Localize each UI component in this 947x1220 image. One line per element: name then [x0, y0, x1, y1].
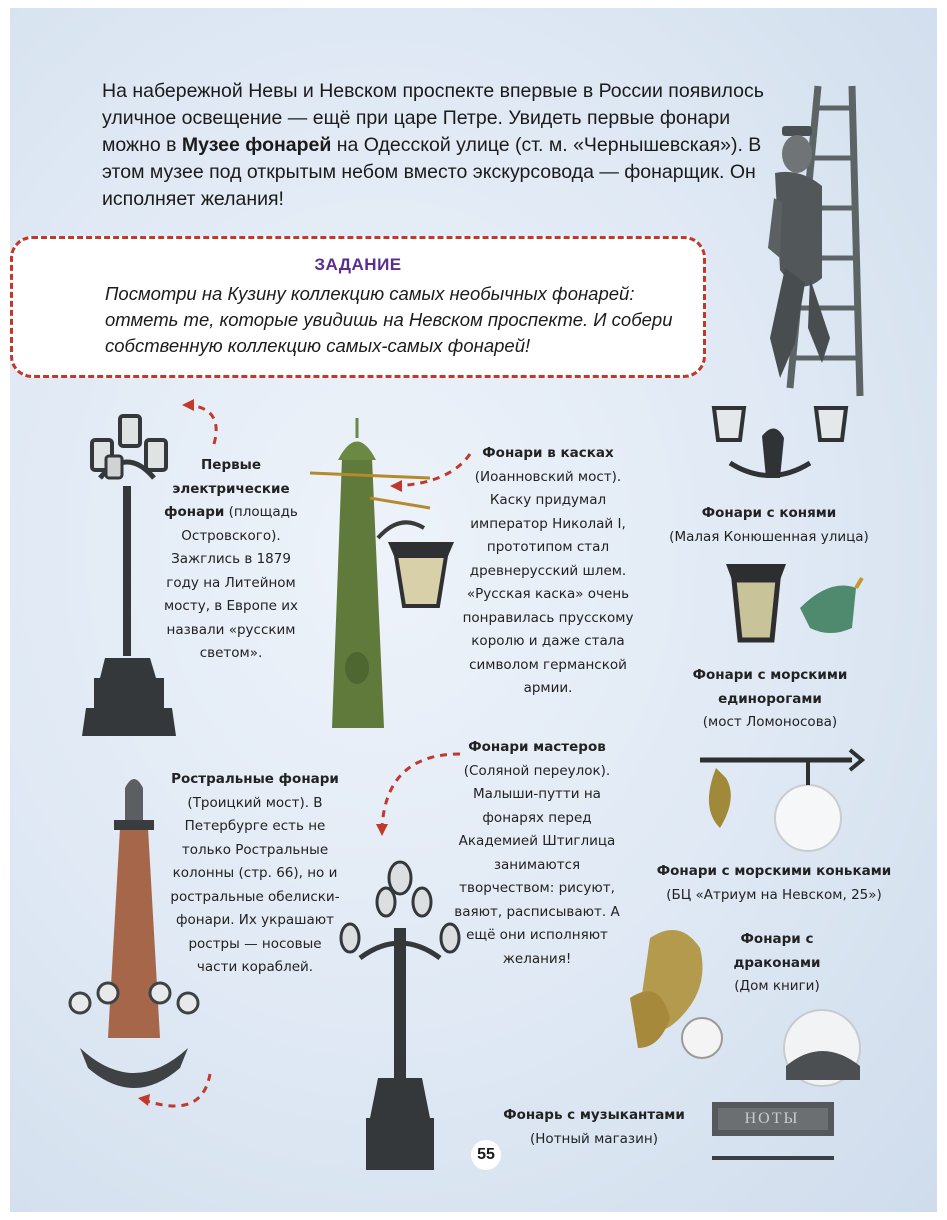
- caption-seahorses-text: (БЦ «Атриум на Невском, 25»): [666, 886, 882, 903]
- sea-unicorn-lamp-icon: [726, 564, 862, 640]
- caption-dragons-text: (Дом книги): [734, 978, 820, 994]
- task-title: ЗАДАНИЕ: [314, 255, 402, 274]
- caption-dragons-title: Фонари с драконами: [733, 931, 821, 971]
- caption-seahorses: [644, 860, 904, 907]
- caption-musicians-title: Фонарь с музыкантами: [503, 1107, 685, 1123]
- seahorse-lamp-icon: [700, 750, 862, 851]
- caption-unicorns-text: (мост Ломоносова): [702, 714, 838, 730]
- caption-musicians: [494, 1104, 694, 1151]
- task-text: Посмотри на Кузину коллекцию самых необычных фонарей: отметь те, которые увидишь на Невском проспекте. И собери собственную коллекцию самых-самых фонарей!: [105, 283, 673, 356]
- caption-electric-text: (площадь Островского). Зажглись в 1879 году на Литейном мосту, в Европе их назвали «русским светом».: [163, 504, 299, 661]
- caption-unicorns-title: Фонари с морскими единорогами: [692, 667, 848, 707]
- caption-electric: [158, 454, 304, 666]
- caption-electric-title: Первые электрические фонари: [164, 457, 290, 520]
- music-shop-sign: НОТЫ: [744, 1110, 800, 1127]
- intro-text-1: На набережной Невы и Невском проспекте впервые в России появилось уличное освещение — ещё при царе Петре. Увидеть первые фонари можно в: [102, 80, 764, 156]
- page: [10, 8, 937, 1212]
- caption-horses: [660, 502, 878, 549]
- caption-masters-text: (Соляной переулок). Малыши-путти на фонарях перед Академией Штиглица занимаются творчеством: рисуют, ваяют, расписывают. А ещё они исполняют желания!: [454, 762, 620, 967]
- caption-seahorses-title: Фонари с морскими коньками: [656, 863, 892, 879]
- caption-rostral: [170, 768, 340, 980]
- horse-lamp-icon: [714, 408, 846, 478]
- caption-musicians-text: (Нотный магазин): [530, 1130, 658, 1147]
- caption-unicorns: [670, 664, 870, 735]
- arrow-electric: [188, 405, 216, 444]
- caption-horses-text: (Малая Конюшенная улица): [669, 528, 869, 545]
- caption-helmets: [458, 442, 638, 701]
- task-box: [10, 236, 706, 378]
- caption-dragons: [722, 928, 832, 999]
- caption-rostral-text: (Троицкий мост). В Петербурге есть не только Ростральные колонны (стр. 66), но и ростральные обелиски-фонари. Их украшают ростры — носовые части кораблей.: [170, 794, 340, 975]
- dragon-lamp-icon: [630, 930, 722, 1058]
- intro-text-2: на Одесской улице (ст. м. «Чернышевская»). В этом музее под открытым небом вместо экскурсовода — фонарщик. Он исполняет желания!: [102, 134, 762, 210]
- caption-horses-title: Фонари с конями: [701, 505, 837, 521]
- page-number: 55: [471, 1140, 501, 1170]
- masters-lamp-icon: [341, 862, 459, 1170]
- musicians-lamp-icon: [712, 1010, 860, 1158]
- caption-rostral-title: Ростральные фонари: [171, 771, 339, 787]
- intro-paragraph: [102, 78, 782, 213]
- caption-masters-title: Фонари мастеров: [468, 739, 606, 755]
- museum-name: Музее фонарей: [181, 134, 332, 156]
- caption-masters: [448, 736, 626, 971]
- helmet-lamp-icon: [310, 418, 454, 728]
- caption-helmets-title: Фонари в касках: [482, 445, 614, 461]
- caption-helmets-text: (Иоанновский мост). Каску придумал император Николай I, прототипом стал древнерусский шлем. «Русская каска» очень понравилась прусскому королю и даже стала символом германской армии.: [462, 468, 634, 696]
